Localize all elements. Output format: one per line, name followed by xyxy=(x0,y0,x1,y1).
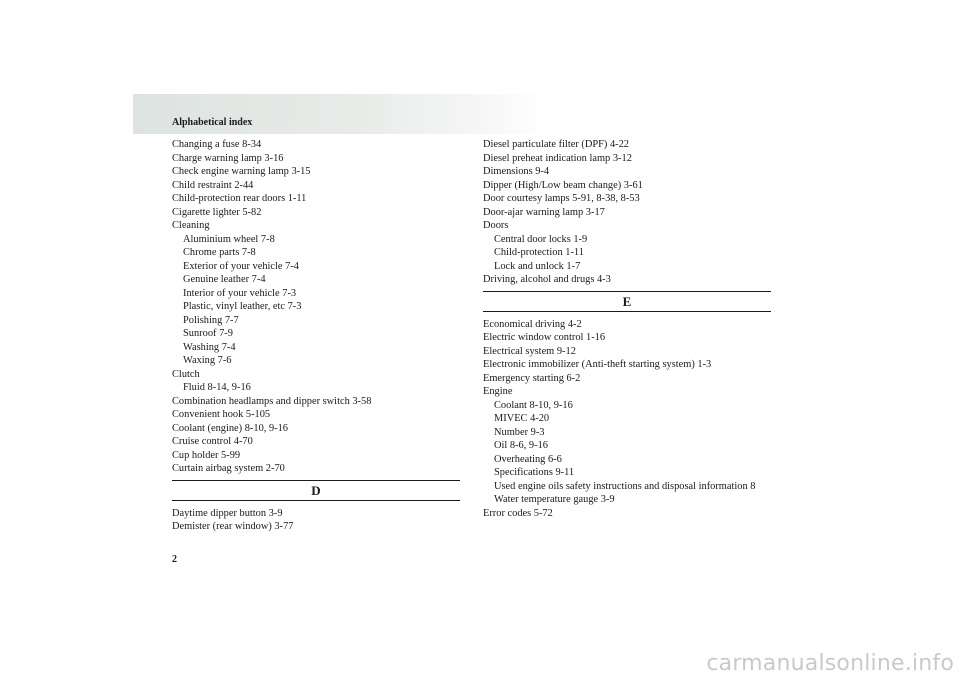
index-entry: Clutch xyxy=(172,368,200,380)
index-subentry: Water temperature gauge 3-9 xyxy=(494,494,615,505)
index-subentry: Interior of your vehicle 7-3 xyxy=(183,287,297,299)
index-entry: Curtain airbag system 2-70 xyxy=(172,463,285,474)
index-entry: Economical driving 4-2 xyxy=(483,318,582,330)
index-subentry: Central door locks 1-9 xyxy=(494,233,588,245)
index-entry: Emergency starting 6-2 xyxy=(483,372,581,384)
index-entry: Door-ajar warning lamp 3-17 xyxy=(483,206,605,218)
index-entry: Coolant (engine) 8-10, 9-16 xyxy=(172,422,289,434)
page-number: 2 xyxy=(172,554,177,565)
letter-heading: D xyxy=(172,480,460,501)
index-entry: Driving, alcohol and drugs 4-3 xyxy=(483,274,611,285)
index-subentry: Overheating 6-6 xyxy=(494,453,562,465)
index-column-right xyxy=(483,138,771,520)
index-subentry: Child-protection 1-11 xyxy=(494,247,584,258)
header-band xyxy=(133,94,548,134)
index-entry: Cup holder 5-99 xyxy=(172,449,241,461)
index-subentry: Exterior of your vehicle 7-4 xyxy=(183,260,299,272)
index-subentry: Genuine leather 7-4 xyxy=(183,274,266,285)
page-title: Alphabetical index xyxy=(172,117,253,128)
index-subentry: Plastic, vinyl leather, etc 7-3 xyxy=(183,301,302,312)
watermark: carmanualsonline.info xyxy=(706,651,954,676)
index-entry: Diesel preheat indication lamp 3-12 xyxy=(483,152,632,164)
index-subentry: Coolant 8-10, 9-16 xyxy=(494,399,573,411)
index-entry: Electrical system 9-12 xyxy=(483,345,576,357)
index-entry: Doors xyxy=(483,220,509,231)
letter-heading: E xyxy=(483,291,771,312)
index-entry: Diesel particulate filter (DPF) 4-22 xyxy=(483,139,630,150)
index-entry: Changing a fuse 8-34 xyxy=(172,139,262,150)
index-subentry: Polishing 7-7 xyxy=(183,314,239,326)
index-subentry: Specifications 9-11 xyxy=(494,467,575,478)
index-entry: Engine xyxy=(483,386,513,397)
index-entry: Dimensions 9-4 xyxy=(483,166,550,177)
index-entry: Daytime dipper button 3-9 xyxy=(172,507,283,519)
index-entry: Cruise control 4-70 xyxy=(172,436,253,447)
index-entry: Cigarette lighter 5-82 xyxy=(172,206,262,218)
index-subentry: Lock and unlock 1-7 xyxy=(494,260,581,272)
index-entry: Electric window control 1-16 xyxy=(483,332,606,343)
index-entry: Convenient hook 5-105 xyxy=(172,409,271,420)
index-subentry: Chrome parts 7-8 xyxy=(183,247,256,258)
index-subentry: Used engine oils safety instructions and disposal information 8 xyxy=(494,480,756,492)
index-entry: Check engine warning lamp 3-15 xyxy=(172,166,311,177)
index-entry: Electronic immobilizer (Anti-theft starting system) 1-3 xyxy=(483,359,712,370)
index-entry: Demister (rear window) 3-77 xyxy=(172,521,294,532)
index-subentry: Oil 8-6, 9-16 xyxy=(494,440,548,451)
index-subentry: Washing 7-4 xyxy=(183,341,236,353)
index-entry: Child-protection rear doors 1-11 xyxy=(172,193,307,204)
index-entry: Door courtesy lamps 5-91, 8-38, 8-53 xyxy=(483,193,640,204)
index-subentry: Waxing 7-6 xyxy=(183,355,232,366)
index-subentry: Number 9-3 xyxy=(494,426,545,438)
index-entry: Charge warning lamp 3-16 xyxy=(172,152,284,164)
index-subentry: MIVEC 4-20 xyxy=(494,413,550,424)
index-subentry: Fluid 8-14, 9-16 xyxy=(183,382,251,393)
index-subentry: Aluminium wheel 7-8 xyxy=(183,233,275,245)
index-column-left xyxy=(172,138,460,534)
index-entry: Combination headlamps and dipper switch 3-58 xyxy=(172,395,372,407)
index-entry: Error codes 5-72 xyxy=(483,507,553,519)
index-entry: Child restraint 2-44 xyxy=(172,179,254,191)
index-subentry: Sunroof 7-9 xyxy=(183,328,233,339)
index-entry: Dipper (High/Low beam change) 3-61 xyxy=(483,179,643,191)
index-entry: Cleaning xyxy=(172,220,210,231)
